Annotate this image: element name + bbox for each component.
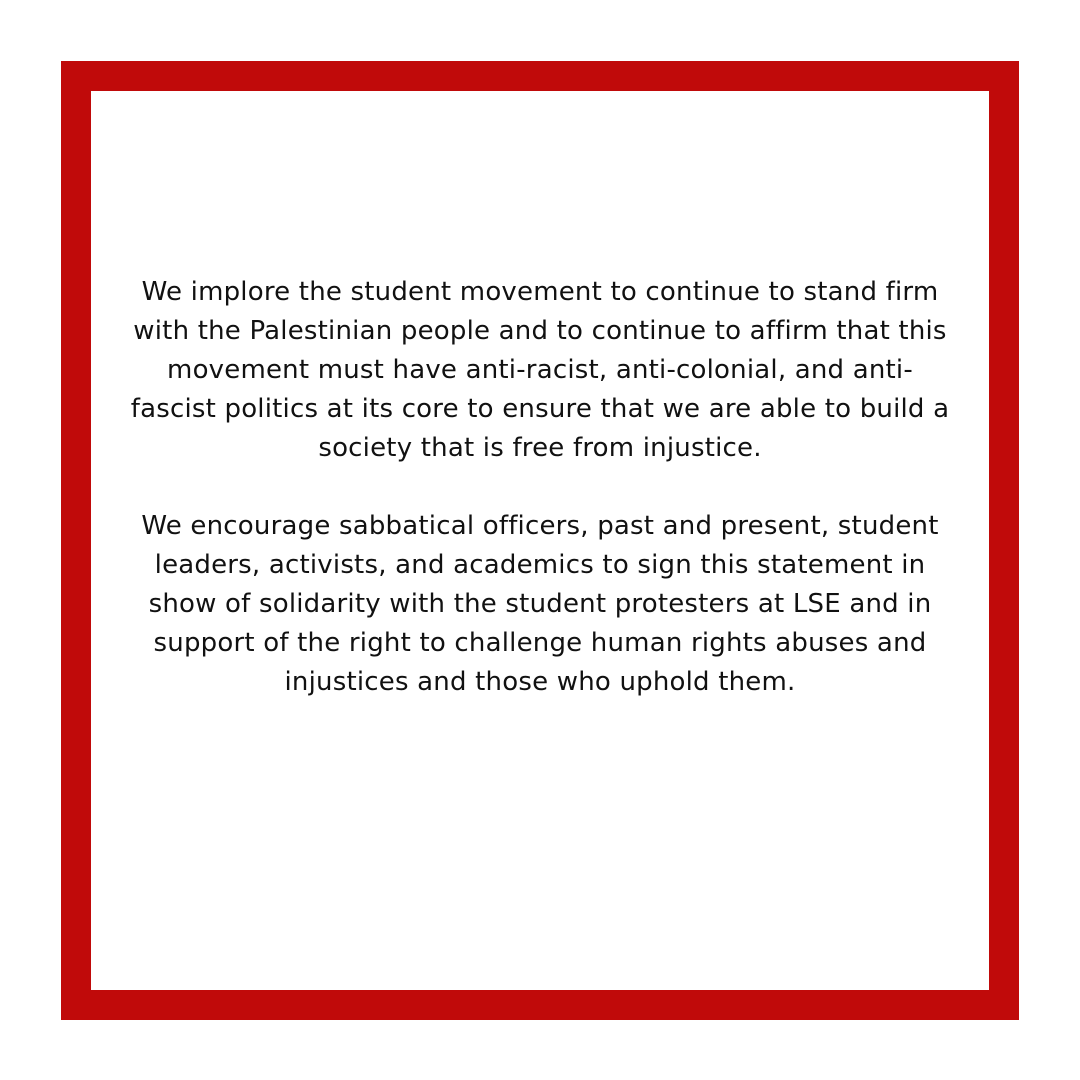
statement-text-block: [130, 273, 950, 702]
statement-paragraph: We encourage sabbatical officers, past and present, student leaders, activists, and academics to sign this statement in show of solidarity with the student protesters at LSE and in support of the right to challenge human rights abuses and injustices and those who uphold them.: [141, 511, 939, 697]
statement-paragraph: We implore the student movement to continue to stand firm with the Palestinian people and to continue to affirm that this movement must have anti-racist, anti-colonial, and anti-fascist politics at its core to ensure that we are able to build a society that is free from injustice.: [130, 277, 950, 463]
